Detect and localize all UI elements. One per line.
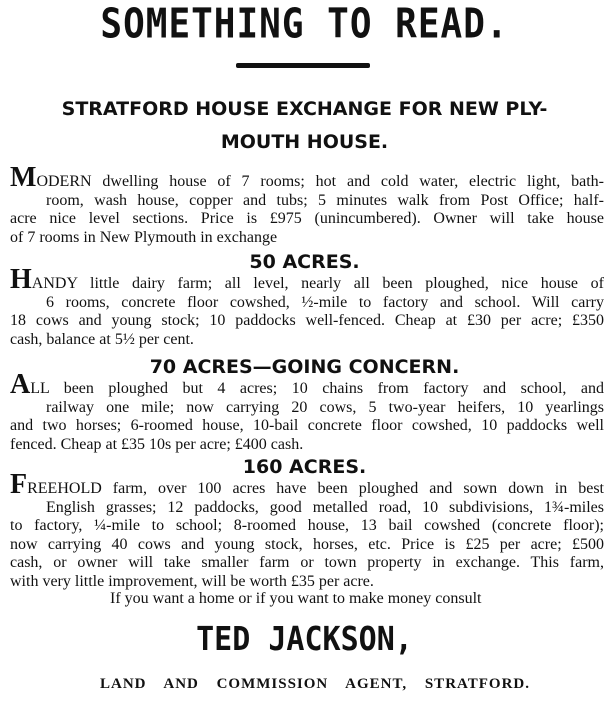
text-line: with very little improvement, will be worth £35 per acre. bbox=[10, 572, 374, 590]
listing-heading: 50 ACRES. bbox=[249, 251, 360, 273]
drop-cap: F bbox=[10, 469, 28, 500]
text-line: room, wash house, copper and tubs; 5 minutes walk from Post Office; half- bbox=[46, 191, 604, 209]
drop-cap: A bbox=[10, 369, 31, 400]
agent-title: LAND AND COMMISSION AGENT, STRATFORD. bbox=[100, 676, 530, 692]
text-line: now carrying 40 cows and young stock, horses, etc. Price is £25 per acre; £500 bbox=[10, 535, 604, 553]
text-line: REEHOLD farm, over 100 acres have been ploughed and sown down in best bbox=[27, 480, 604, 497]
agent-name: TED JACKSON, bbox=[196, 620, 413, 659]
listing-house bbox=[10, 162, 604, 247]
listing-heading: 160 ACRES. bbox=[242, 456, 367, 478]
listing-50-acres bbox=[10, 264, 604, 349]
listing-heading: 70 ACRES—GOING CONCERN. bbox=[149, 356, 460, 378]
text-line: ANDY little dairy farm; all level, nearly all been ploughed, nice house of bbox=[31, 275, 604, 292]
text-line: cash, balance at 5½ per cent. bbox=[10, 330, 194, 348]
text-line: 18 cows and young stock; 10 paddocks well-fenced. Cheap at £30 per acre; £350 bbox=[10, 312, 604, 330]
consult-line: If you want a home or if you want to make money consult bbox=[110, 590, 482, 607]
text-line: LL been ploughed but 4 acres; 10 chains from factory and school, and bbox=[30, 380, 604, 397]
text-line: of 7 rooms in New Plymouth in exchange bbox=[10, 228, 278, 246]
text-line: English grasses; 12 paddocks, good metalled road, 10 subdivisions, 1¾-miles bbox=[46, 498, 604, 516]
text-line: fenced. Cheap at £35 10s per acre; £400 cash. bbox=[10, 435, 304, 453]
text-line: acre nice level sections. Price is £975 (unincumbered). Owner will take house bbox=[10, 210, 604, 228]
drop-cap: M bbox=[10, 162, 37, 193]
main-heading-line-2: MOUTH HOUSE. bbox=[220, 131, 389, 153]
page-title: SOMETHING TO READ. bbox=[100, 0, 509, 49]
listing-160-acres bbox=[10, 469, 604, 592]
text-line: 6 rooms, concrete floor cowshed, ½-mile to factory and school. Will carry bbox=[46, 293, 604, 311]
text-line: ODERN dwelling house of 7 rooms; hot and cold water, electric light, bath- bbox=[36, 173, 604, 190]
text-line: to factory, ¼-mile to school; 8-roomed house, 13 bail cowshed (concrete floor); bbox=[10, 517, 604, 535]
text-line: and two horses; 6-roomed house, 10-bail concrete floor cowshed, 10 paddocks well bbox=[10, 417, 604, 435]
drop-cap: H bbox=[10, 264, 32, 295]
title-rule bbox=[236, 63, 370, 68]
listing-70-acres bbox=[10, 369, 604, 454]
main-heading-line-1: STRATFORD HOUSE EXCHANGE FOR NEW PLY- bbox=[61, 98, 548, 120]
text-line: railway one mile; now carrying 20 cows, 5 two-year heifers, 10 yearlings bbox=[46, 398, 604, 416]
text-line: cash, or owner will take smaller farm or town property in exchange. This farm, bbox=[10, 554, 604, 572]
